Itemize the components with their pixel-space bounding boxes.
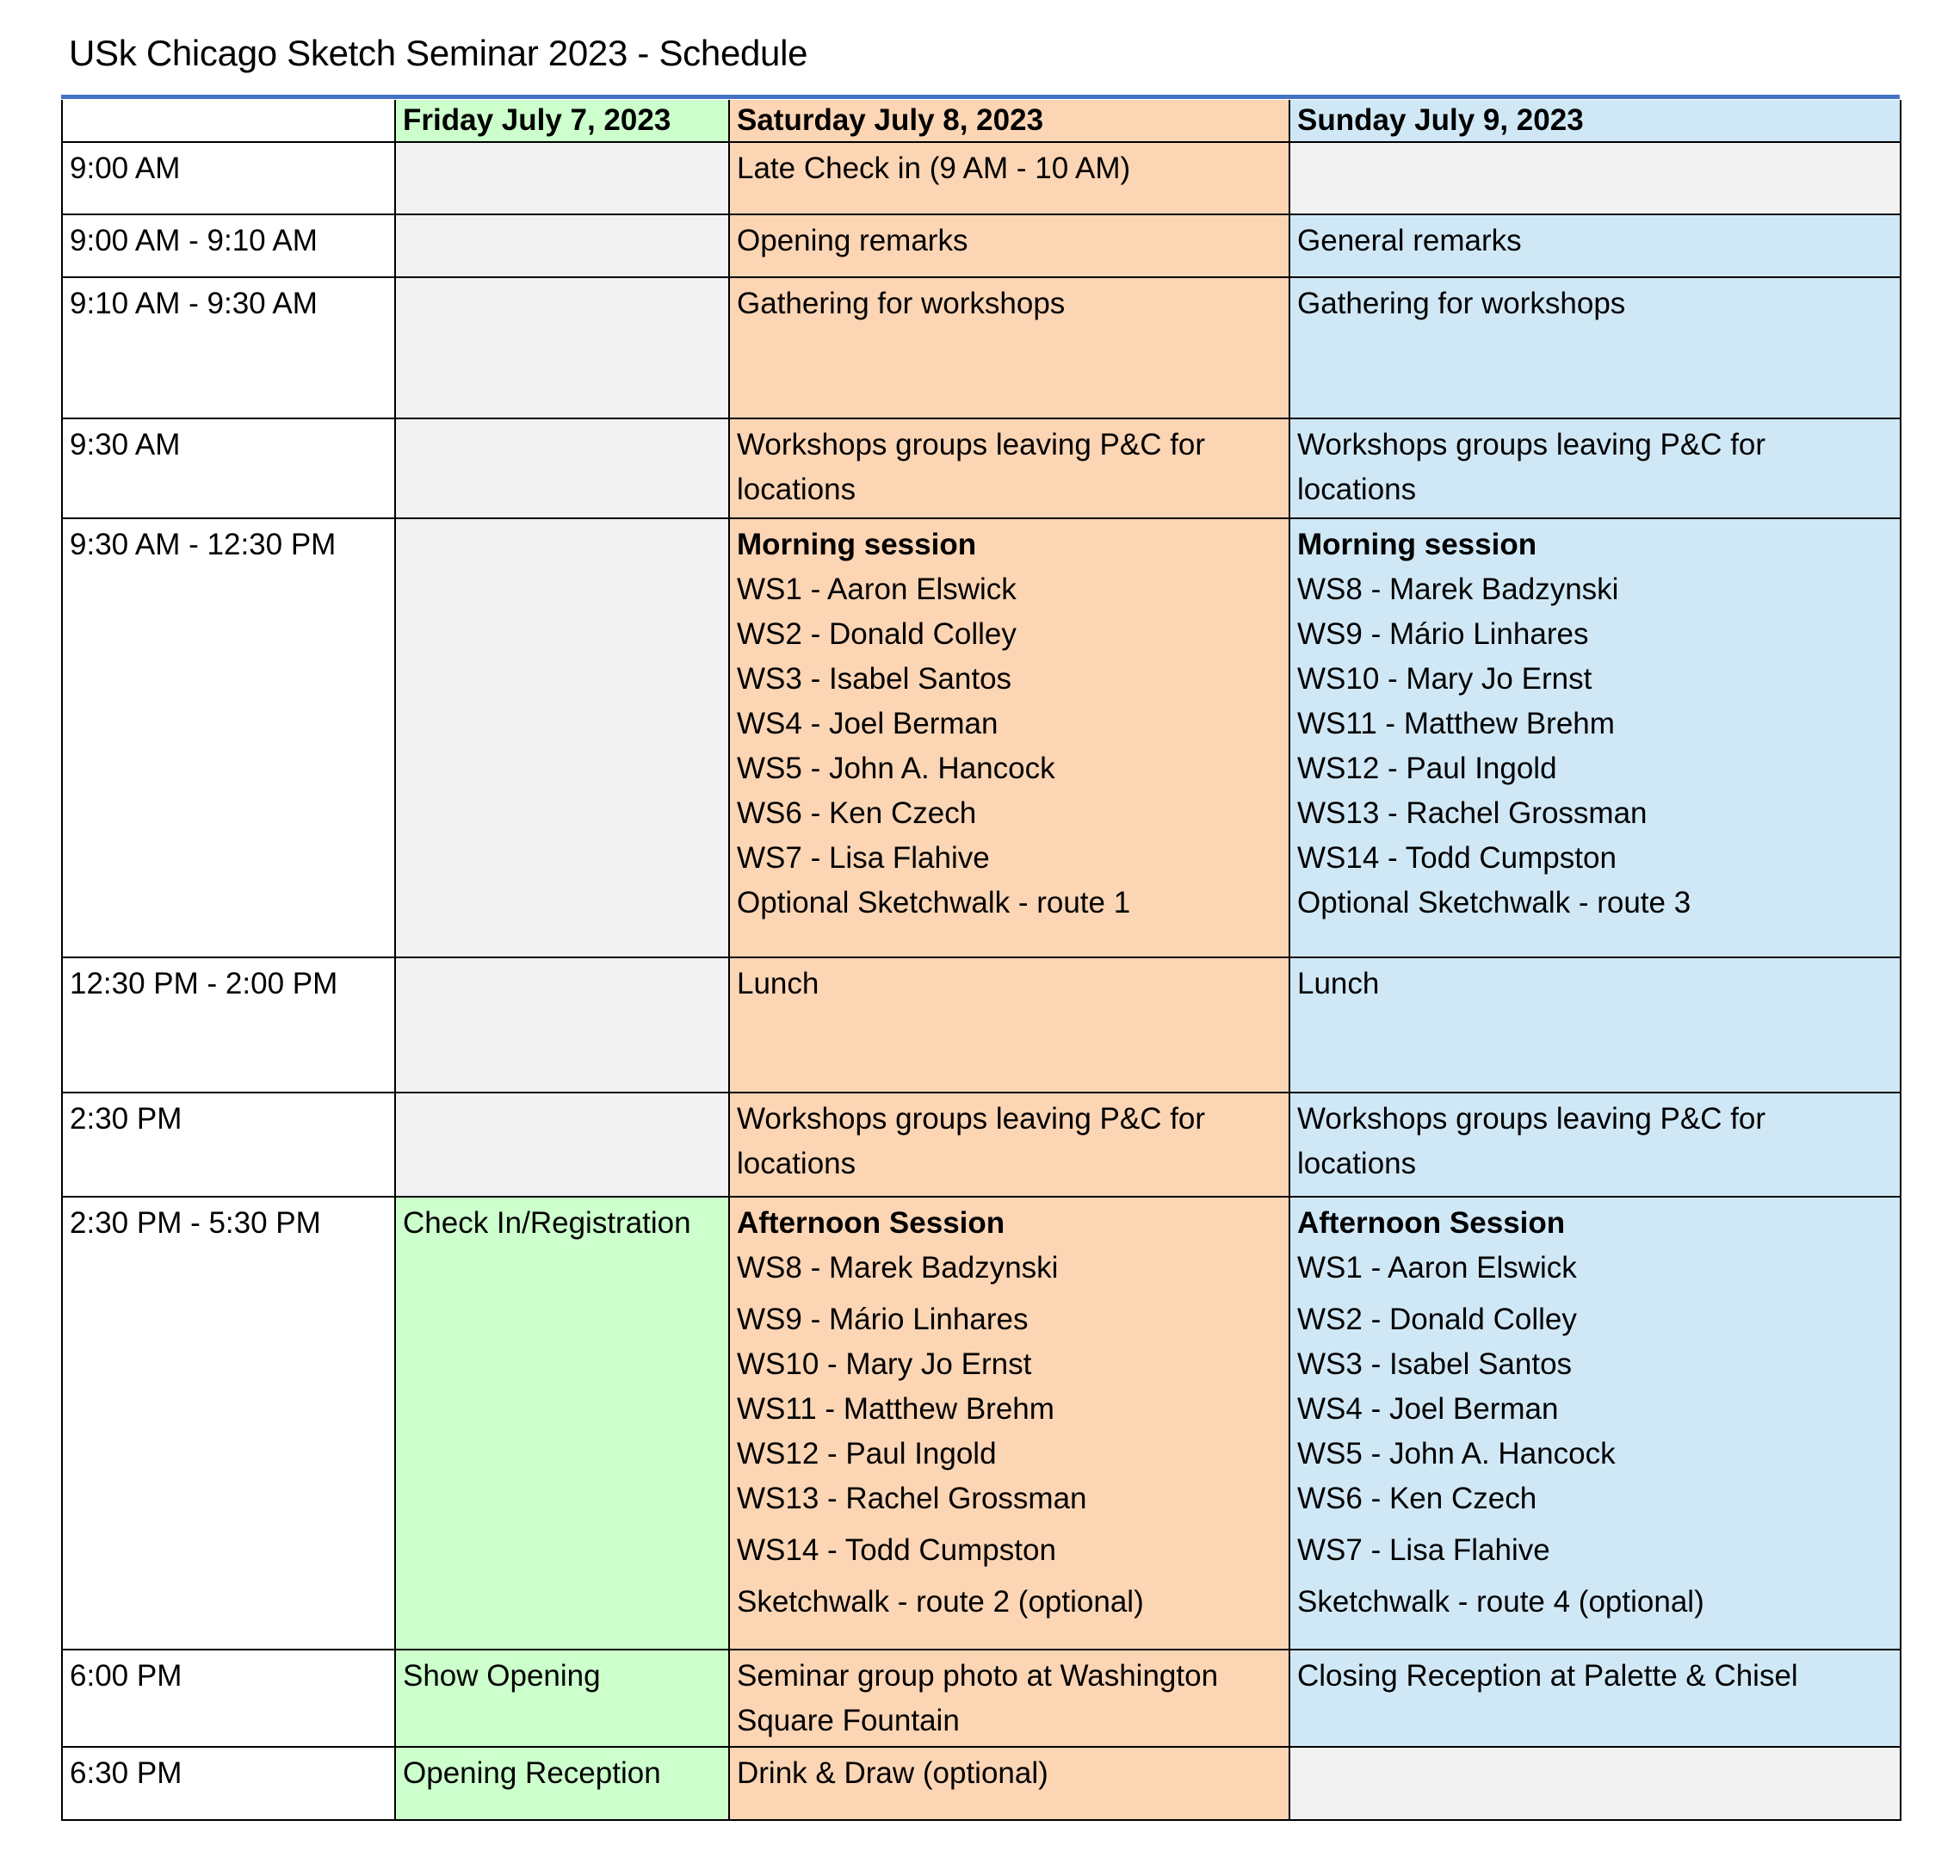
friday-cell: Show Opening	[395, 1650, 729, 1747]
sunday-cell	[1289, 518, 1901, 957]
sunday-cell: Gathering for workshops	[1289, 277, 1901, 418]
schedule-table	[61, 100, 1901, 1821]
friday-cell	[395, 418, 729, 518]
cell-line: Workshops groups leaving P&C for	[737, 1102, 1206, 1136]
saturday-cell: Opening remarks	[729, 214, 1289, 277]
friday-cell	[395, 277, 729, 418]
workshop-item: WS14 - Todd Cumpston	[1297, 841, 1617, 875]
sunday-cell: General remarks	[1289, 214, 1901, 277]
time-cell: 9:00 AM - 9:10 AM	[62, 214, 395, 277]
workshop-item: WS6 - Ken Czech	[1297, 1482, 1537, 1515]
table-row	[62, 518, 1901, 957]
workshop-item: WS12 - Paul Ingold	[1297, 752, 1557, 785]
time-cell: 6:00 PM	[62, 1650, 395, 1747]
header-time-cell	[62, 100, 395, 142]
table-row	[62, 1197, 1901, 1650]
sunday-cell	[1289, 1093, 1901, 1197]
workshop-item: WS2 - Donald Colley	[1297, 1303, 1577, 1336]
table-row	[62, 277, 1901, 418]
table-row	[62, 957, 1901, 1093]
time-cell: 9:10 AM - 9:30 AM	[62, 277, 395, 418]
time-cell: 9:30 AM - 12:30 PM	[62, 518, 395, 957]
friday-cell	[395, 518, 729, 957]
workshop-item: WS13 - Rachel Grossman	[1297, 796, 1648, 830]
table-row	[62, 418, 1901, 518]
friday-cell: Check In/Registration	[395, 1197, 729, 1650]
workshop-item: WS8 - Marek Badzynski	[1297, 573, 1619, 606]
workshop-item: WS3 - Isabel Santos	[737, 662, 1012, 696]
cell-line: locations	[1297, 1147, 1417, 1180]
saturday-cell: Drink & Draw (optional)	[729, 1747, 1289, 1820]
workshop-item: WS4 - Joel Berman	[737, 707, 999, 740]
header-saturday: Saturday July 8, 2023	[729, 100, 1289, 142]
friday-cell	[395, 214, 729, 277]
header-sunday: Sunday July 9, 2023	[1289, 100, 1901, 142]
workshop-item: WS3 - Isabel Santos	[1297, 1347, 1573, 1381]
workshop-item: WS4 - Joel Berman	[1297, 1392, 1559, 1426]
sunday-cell: Lunch	[1289, 957, 1901, 1093]
friday-cell	[395, 142, 729, 214]
workshop-item: WS12 - Paul Ingold	[737, 1437, 997, 1470]
friday-cell: Opening Reception	[395, 1747, 729, 1820]
workshop-item: WS2 - Donald Colley	[737, 617, 1017, 651]
saturday-cell: Lunch	[729, 957, 1289, 1093]
workshop-item: WS8 - Marek Badzynski	[737, 1251, 1059, 1285]
cell-line: locations	[737, 473, 856, 506]
sketchwalk-item: Sketchwalk - route 2 (optional)	[737, 1585, 1144, 1619]
saturday-cell: Gathering for workshops	[729, 277, 1289, 418]
session-heading: Afternoon Session	[1297, 1206, 1566, 1240]
sunday-cell	[1289, 1197, 1901, 1650]
saturday-cell	[729, 518, 1289, 957]
workshop-item: WS1 - Aaron Elswick	[1297, 1251, 1577, 1285]
cell-line: Workshops groups leaving P&C for	[1297, 428, 1766, 461]
session-heading: Afternoon Session	[737, 1206, 1005, 1240]
cell-line: locations	[1297, 473, 1417, 506]
document-title: USk Chicago Sketch Seminar 2023 - Schedule	[69, 33, 808, 73]
table-row	[62, 1747, 1901, 1820]
table-row	[62, 1650, 1901, 1747]
workshop-item: WS11 - Matthew Brehm	[1297, 707, 1615, 740]
cell-line: locations	[737, 1147, 856, 1180]
session-heading: Morning session	[1297, 528, 1537, 561]
saturday-cell	[729, 1650, 1289, 1747]
header-friday: Friday July 7, 2023	[395, 100, 729, 142]
workshop-item: WS14 - Todd Cumpston	[737, 1533, 1056, 1567]
sunday-cell	[1289, 1747, 1901, 1820]
sketchwalk-item: Optional Sketchwalk - route 1	[737, 886, 1131, 919]
sketchwalk-item: Sketchwalk - route 4 (optional)	[1297, 1585, 1704, 1619]
sketchwalk-item: Optional Sketchwalk - route 3	[1297, 886, 1691, 919]
workshop-item: WS5 - John A. Hancock	[737, 752, 1055, 785]
workshop-item: WS7 - Lisa Flahive	[1297, 1533, 1550, 1567]
workshop-item: WS1 - Aaron Elswick	[737, 573, 1017, 606]
workshop-item: WS10 - Mary Jo Ernst	[1297, 662, 1592, 696]
workshop-item: WS10 - Mary Jo Ernst	[737, 1347, 1032, 1381]
title-underline-rule	[61, 95, 1900, 99]
workshop-item: WS9 - Mário Linhares	[737, 1303, 1029, 1336]
cell-line: Seminar group photo at Washington	[737, 1659, 1219, 1693]
saturday-cell	[729, 418, 1289, 518]
cell-line: Workshops groups leaving P&C for	[737, 428, 1206, 461]
table-row	[62, 214, 1901, 277]
workshop-item: WS9 - Mário Linhares	[1297, 617, 1589, 651]
sunday-cell	[1289, 142, 1901, 214]
saturday-cell	[729, 1093, 1289, 1197]
workshop-item: WS11 - Matthew Brehm	[737, 1392, 1054, 1426]
header-row	[62, 100, 1901, 142]
table-row	[62, 1093, 1901, 1197]
saturday-cell	[729, 1197, 1289, 1650]
cell-line: Square Fountain	[737, 1704, 960, 1737]
sunday-cell	[1289, 418, 1901, 518]
time-cell: 9:30 AM	[62, 418, 395, 518]
table-row	[62, 142, 1901, 214]
time-cell: 9:00 AM	[62, 142, 395, 214]
time-cell: 2:30 PM	[62, 1093, 395, 1197]
saturday-cell: Late Check in (9 AM - 10 AM)	[729, 142, 1289, 214]
friday-cell	[395, 1093, 729, 1197]
time-cell: 12:30 PM - 2:00 PM	[62, 957, 395, 1093]
cell-line: Workshops groups leaving P&C for	[1297, 1102, 1766, 1136]
friday-cell	[395, 957, 729, 1093]
sunday-cell: Closing Reception at Palette & Chisel	[1289, 1650, 1901, 1747]
time-cell: 2:30 PM - 5:30 PM	[62, 1197, 395, 1650]
workshop-item: WS13 - Rachel Grossman	[737, 1482, 1087, 1515]
workshop-item: WS6 - Ken Czech	[737, 796, 977, 830]
workshop-item: WS5 - John A. Hancock	[1297, 1437, 1616, 1470]
session-heading: Morning session	[737, 528, 977, 561]
workshop-item: WS7 - Lisa Flahive	[737, 841, 990, 875]
time-cell: 6:30 PM	[62, 1747, 395, 1820]
